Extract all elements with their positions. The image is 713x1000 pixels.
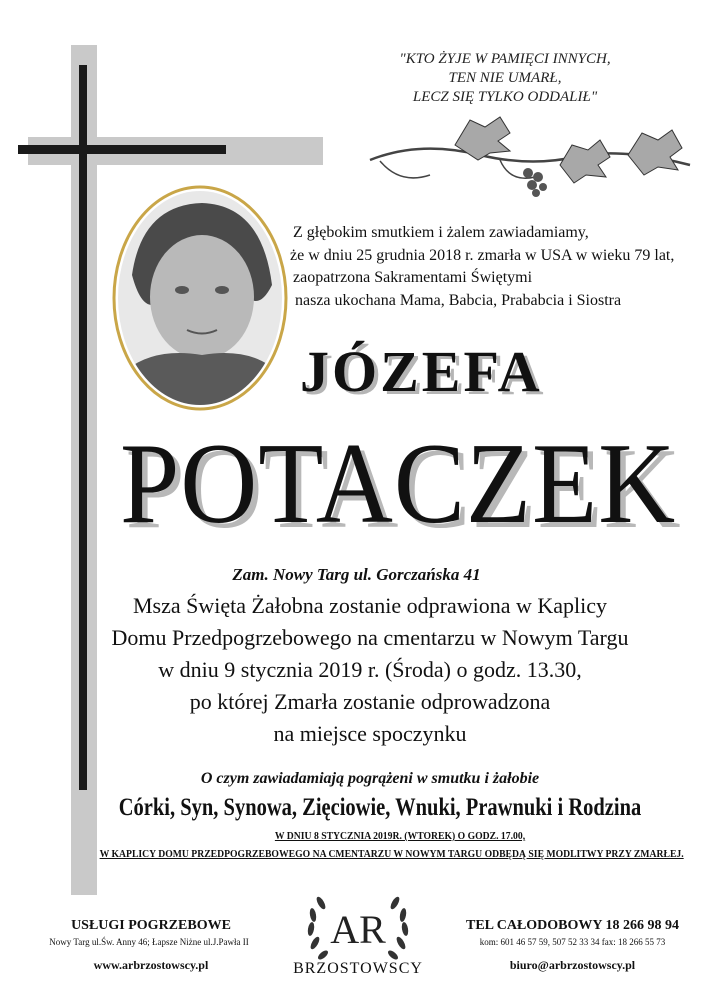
announcement-line: zaopatrzona Sakramentami Świętymi: [293, 269, 533, 286]
quote-line: "KTO ŻYJE W PAMIĘCI INNYCH,: [399, 51, 611, 67]
website-link[interactable]: www.arbrzostowscy.pl: [93, 958, 209, 972]
phone-numbers: kom: 601 46 57 59, 507 52 33 34 fax: 18 266 55 73: [479, 937, 666, 947]
mass-line: Domu Przedpogrzebowego na cmentarzu w Nowym Targu: [111, 625, 629, 650]
mass-line: Msza Święta Żałobna zostanie odprawiona w Kaplicy: [132, 593, 608, 618]
cross-icon-horizontal: [18, 145, 226, 154]
phone-title: TEL CAŁODOBOWY 18 266 98 94: [465, 918, 679, 933]
announcement-line: Z głębokim smutkiem i żalem zawiadamiamy,: [293, 224, 589, 241]
residence-address: Zam. Nowy Targ ul. Gorczańska 41: [232, 565, 481, 584]
mass-line: po której Zmarła zostanie odprowadzona: [189, 689, 551, 714]
announcement-line: że w dniu 25 grudnia 2018 r. zmarła w USA w wieku 79 lat,: [290, 246, 675, 264]
memorial-quote: [355, 50, 655, 107]
mass-line: na miejsce spoczynku: [273, 721, 467, 746]
prayer-notice-line: W KAPLICY DOMU PRZEDPOGRZEBOWEGO NA CMENTARZU W NOWYM TARGU ODBĘDĄ SIĘ MODLITWY PRZY ZMARŁEJ.: [99, 848, 684, 860]
portrait-photo: [112, 185, 288, 411]
funeral-services-title: USŁUGI POGRZEBOWE: [71, 918, 231, 933]
death-announcement: [290, 222, 700, 312]
quote-line: LECZ SIĘ TYLKO ODDALIŁ": [412, 89, 598, 105]
grapevine-ornament-icon: [360, 115, 695, 200]
funeral-mass-info: [60, 590, 680, 750]
prayer-notice-line: W DNIU 8 STYCZNIA 2019R. (WTOREK) O GODZ. 17.00,: [274, 830, 526, 842]
email-link[interactable]: biuro@arbrzostowscy.pl: [509, 958, 636, 972]
announcement-line: nasza ukochana Mama, Babcia, Prababcia i Siostra: [295, 291, 622, 309]
last-name: POTACZEK: [120, 420, 677, 548]
brand-name: BRZOSTOWSCY: [293, 960, 423, 977]
mourners-intro: O czym zawiadamiają pogrążeni w smutku i żałobie: [200, 770, 540, 787]
mass-line: w dniu 9 stycznia 2019 r. (Środa) o godz. 13.30,: [158, 657, 582, 682]
first-name: JÓZEFA: [300, 339, 543, 404]
mourners-family: Córki, Syn, Synowa, Zięciowie, Wnuki, Prawnuki i Rodzina: [118, 794, 642, 821]
quote-line: TEN NIE UMARŁ,: [448, 70, 562, 86]
funeral-services-address: Nowy Targ ul.Św. Anny 46; Łapsze Niżne ul.J.Pawła II: [49, 937, 249, 947]
logo-text: AR: [330, 907, 386, 952]
